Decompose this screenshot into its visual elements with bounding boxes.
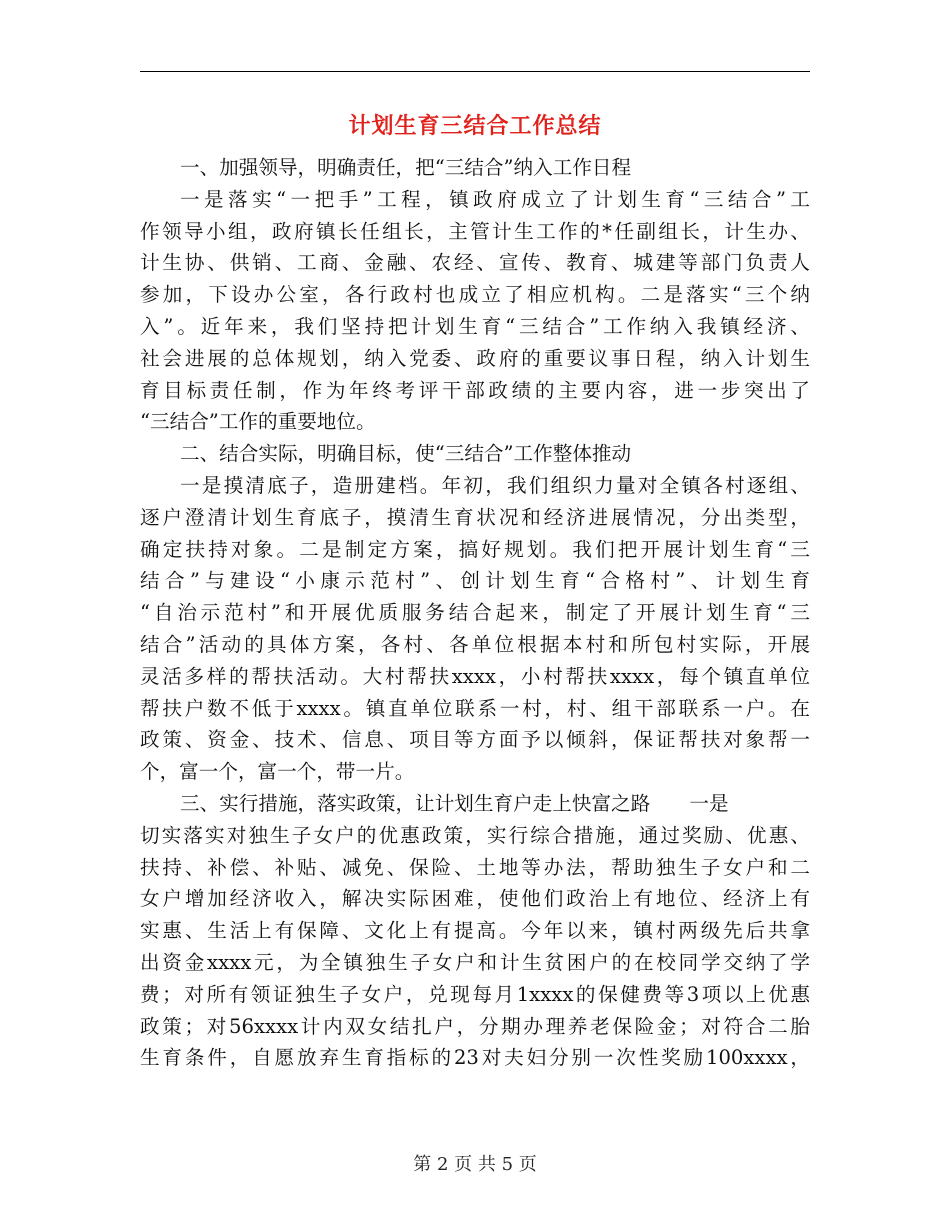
paragraph-line: 逐户澄清计划生育底子，摸清生育状况和经济进展情况，分出类型， <box>140 505 810 529</box>
document-body <box>140 152 810 1074</box>
heading-section-3: 三、实行措施，落实政策，让计划生育户走上快富之路 一是 <box>180 791 729 815</box>
paragraph-line: 帮扶户数不低于xxxx。镇直单位联系一村，村、组干部联系一户。在 <box>140 696 810 720</box>
paragraph-line: 作领导小组，政府镇长任组长，主管计生工作的*任副组长，计生办、 <box>140 219 810 243</box>
paragraph-line: 入”。近年来，我们坚持把计划生育“三结合”工作纳入我镇经济、 <box>140 314 810 338</box>
paragraph-line: 扶持、补偿、补贴、减免、保险、土地等办法，帮助独生子女户和二 <box>140 855 810 879</box>
paragraph-line: 计生协、供销、工商、金融、农经、宣传、教育、城建等部门负责人 <box>140 251 810 275</box>
heading-section-2: 二、结合实际，明确目标，使“三结合”工作整体推动 <box>180 442 632 466</box>
paragraph-line: 一是摸清底子，造册建档。年初，我们组织力量对全镇各村逐组、 <box>180 473 810 497</box>
document-title: 计划生育三结合工作总结 <box>348 113 602 139</box>
paragraph-line: 结合”与建设“小康示范村”、创计划生育“合格村”、计划生育 <box>140 569 810 593</box>
paragraph-line: 出资金xxxx元，为全镇独生子女户和计生贫困户的在校同学交纳了学 <box>140 950 810 974</box>
page-number: 第 2 页 共 5 页 <box>413 1154 537 1175</box>
paragraph-line: 切实落实对独生子女户的优惠政策，实行综合措施，通过奖励、优惠、 <box>140 823 810 847</box>
paragraph-line: 政策；对56xxxx计内双女结扎户，分期办理养老保险金；对符合二胎 <box>140 1014 810 1038</box>
paragraph-line: 社会进展的总体规划，纳入党委、政府的重要议事日程，纳入计划生 <box>140 346 810 370</box>
header-rule <box>140 71 810 72</box>
paragraph-line: 费；对所有领证独生子女户，兑现每月1xxxx的保健费等3项以上优惠 <box>140 982 810 1006</box>
paragraph-line: 确定扶持对象。二是制定方案，搞好规划。我们把开展计划生育“三 <box>140 537 810 561</box>
paragraph-line: 女户增加经济收入，解决实际困难，使他们政治上有地位、经济上有 <box>140 887 810 911</box>
paragraph-line: 结合”活动的具体方案，各村、各单位根据本村和所包村实际，开展 <box>140 632 810 656</box>
paragraph-line: 一是落实“一把手”工程，镇政府成立了计划生育“三结合”工 <box>180 187 810 211</box>
paragraph-line: 政策、资金、技术、信息、项目等方面予以倾斜，保证帮扶对象帮一 <box>140 728 810 752</box>
paragraph-line: “自治示范村”和开展优质服务结合起来，制定了开展计划生育“三 <box>140 601 810 625</box>
paragraph-line: 生育条件，自愿放弃生育指标的23对夫妇分别一次性奖励100xxxx， <box>140 1046 810 1070</box>
paragraph-line: 实惠、生活上有保障、文化上有提高。今年以来，镇村两级先后共拿 <box>140 919 810 943</box>
heading-section-1: 一、加强领导，明确责任，把“三结合”纳入工作日程 <box>180 156 632 179</box>
paragraph-line: 个，富一个，富一个，带一片。 <box>140 760 415 784</box>
paragraph-line: 参加，下设办公室，各行政村也成立了相应机构。二是落实“三个纳 <box>140 283 810 307</box>
paragraph-line: 灵活多样的帮扶活动。大村帮扶xxxx，小村帮扶xxxx，每个镇直单位 <box>140 664 810 688</box>
paragraph-line: 育目标责任制，作为年终考评干部政绩的主要内容，进一步突出了 <box>140 378 810 402</box>
paragraph-line: “三结合”工作的重要地位。 <box>140 410 376 434</box>
